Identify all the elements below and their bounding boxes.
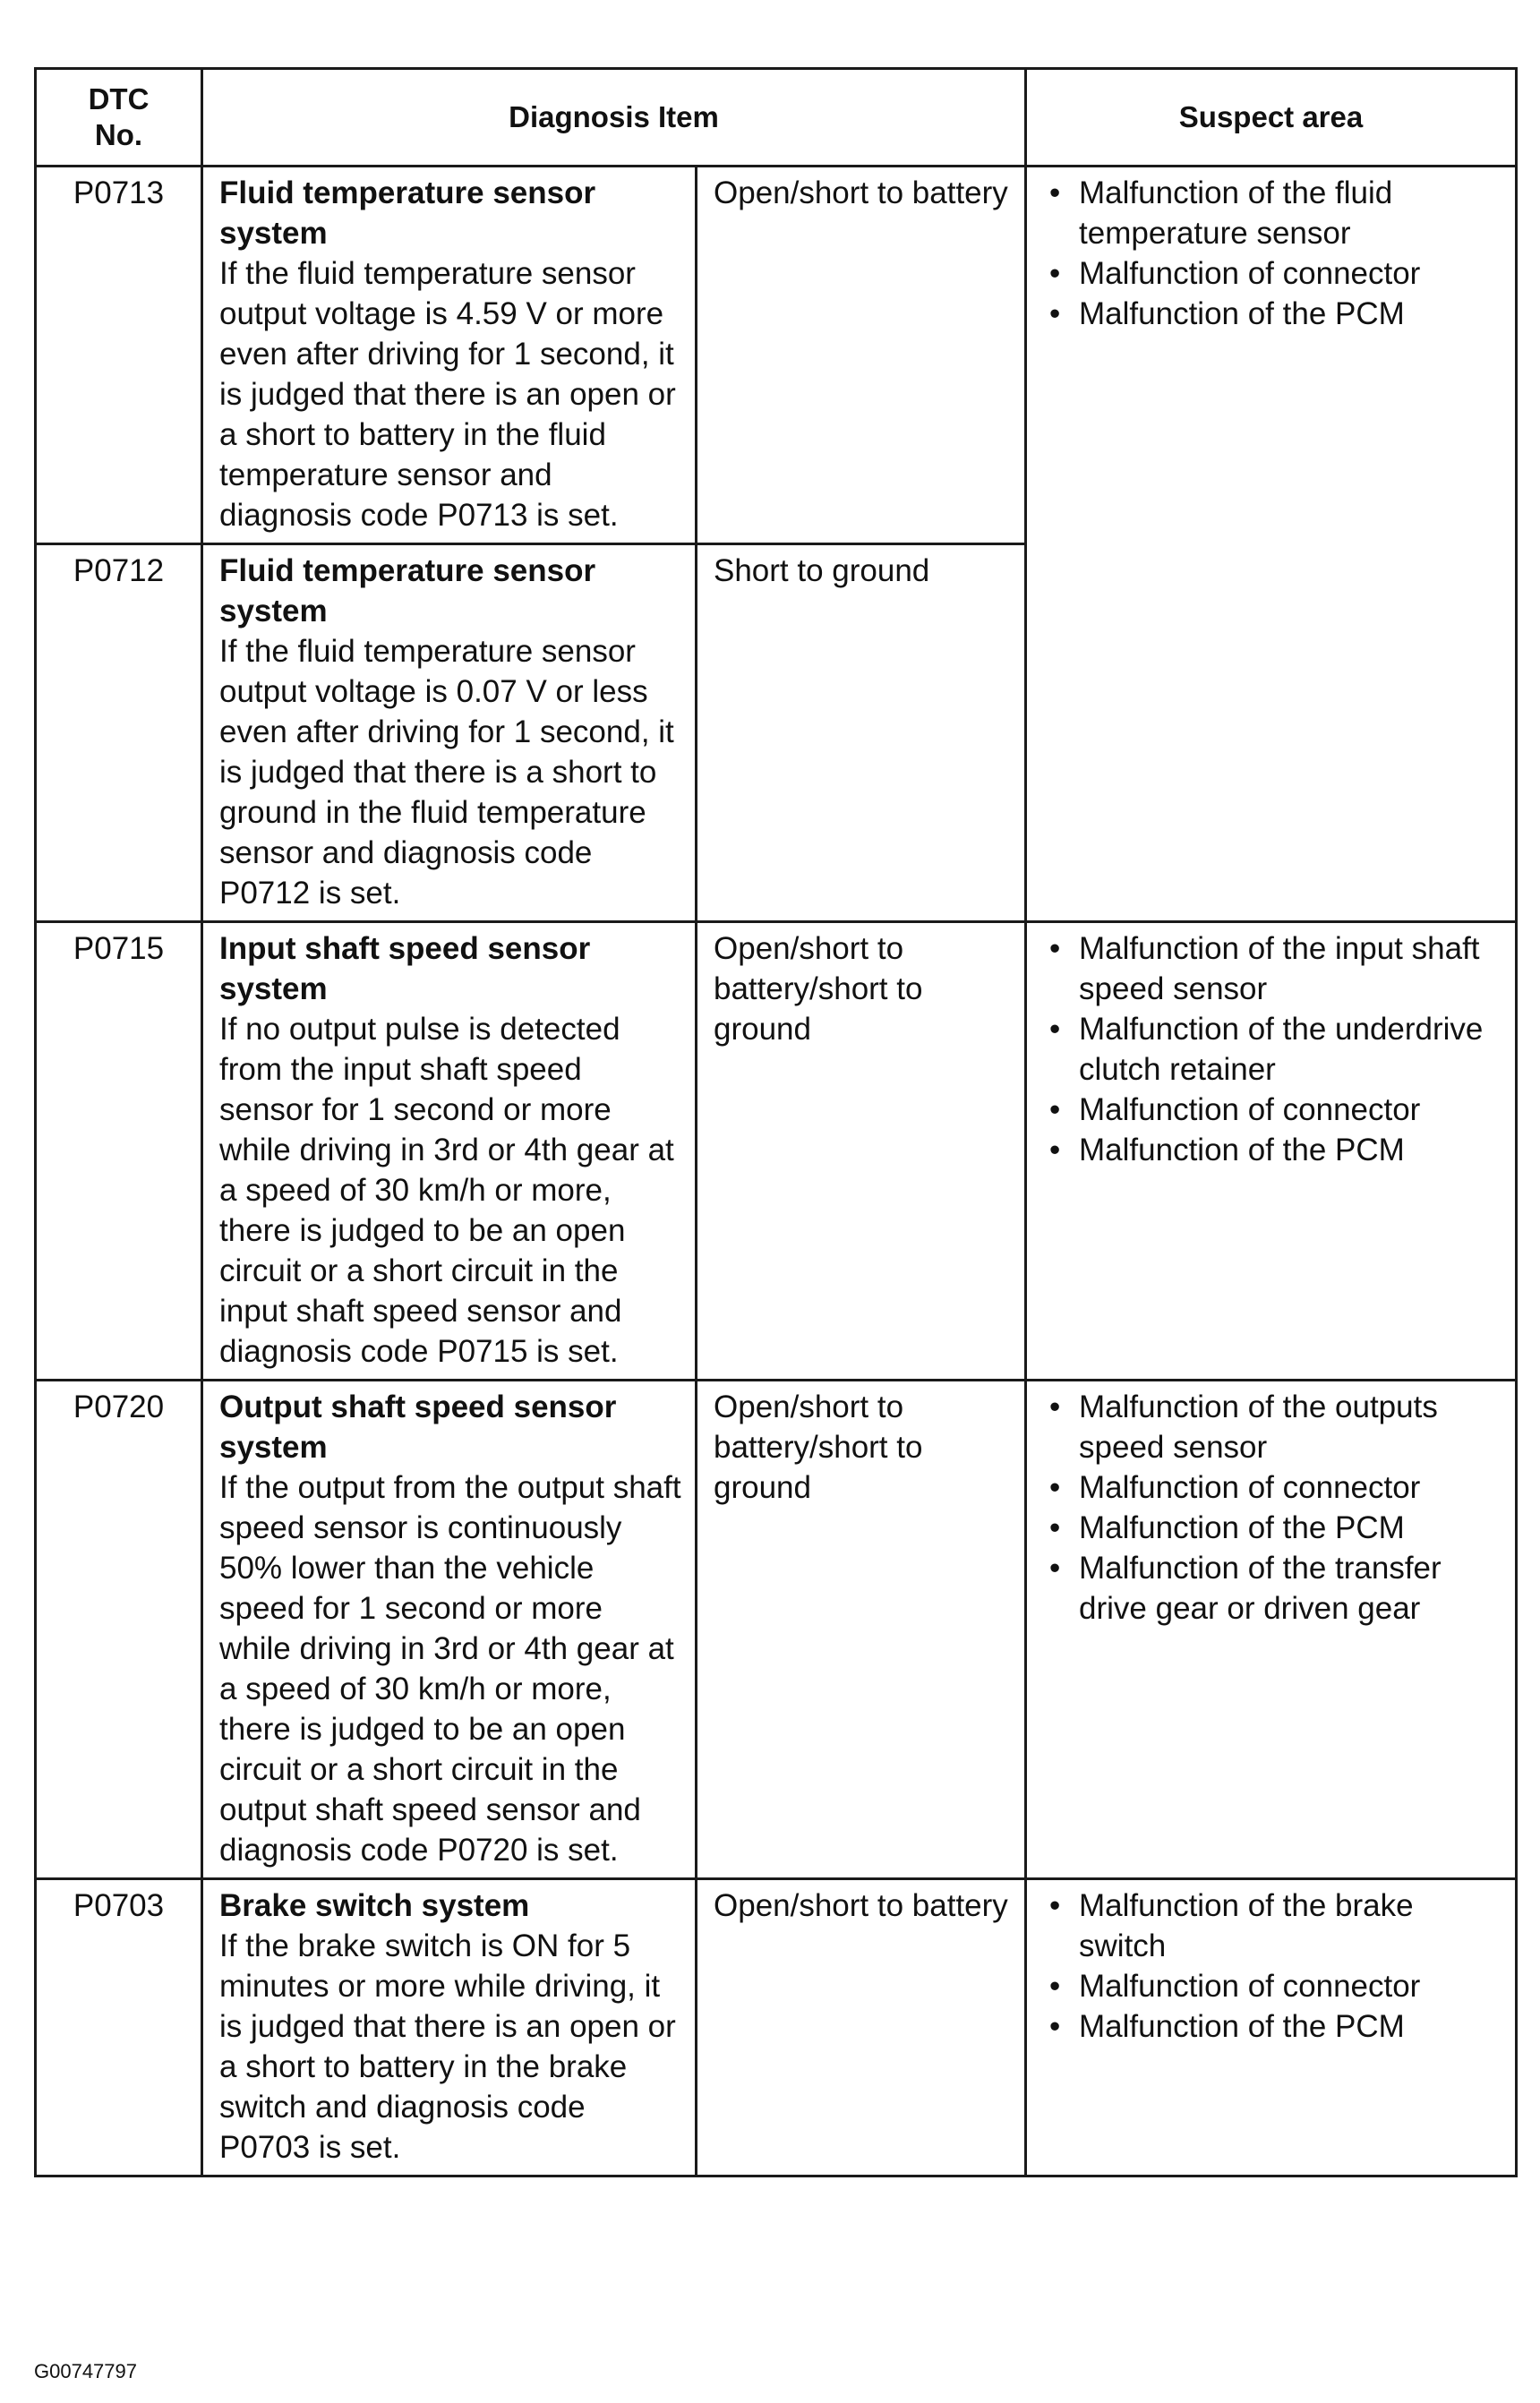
diagnosis-condition: Open/short to battery/short to ground (697, 922, 1026, 1381)
diagnosis-condition: Open/short to battery/short to ground (697, 1381, 1026, 1879)
diagnosis-condition: Short to ground (697, 544, 1026, 922)
diagnosis-item-title: Input shaft speed sensor system (219, 931, 591, 1006)
figure-id: G00747797 (34, 2360, 137, 2382)
dtc-code: P0715 (36, 922, 202, 1381)
diagnosis-item-cell (202, 922, 697, 1381)
dtc-code: P0720 (36, 1381, 202, 1879)
diagnosis-item-description: If the output from the output shaft speed sensor is continuously 50% lower than the vehicle speed for 1 second or more while driving in 3rd or 4th gear at a speed of 30 km/h or more, there is judged to be an open circuit or a short circuit in the output shaft speed sensor and diagnosis code P0720 is set. (219, 1470, 681, 1868)
diagnosis-item-description: If the fluid temperature sensor output voltage is 0.07 V or less even after driving for 1 second, it is judged that there is a short to ground in the fluid temperature sensor and diagnosis code P0712 is set. (219, 634, 674, 911)
diagnosis-item-title: Output shaft speed sensor system (219, 1390, 617, 1465)
diagnosis-item-cell (202, 1381, 697, 1879)
diagnosis-condition: Open/short to battery (697, 1879, 1026, 2176)
table-row (36, 1879, 1517, 2176)
suspect-area-cell (1026, 1381, 1517, 1879)
dtc-code: P0703 (36, 1879, 202, 2176)
suspect-area-item: • Malfunction of connector (1079, 1090, 1502, 1130)
suspect-area-cell (1026, 922, 1517, 1381)
diagnosis-condition: Open/short to battery (697, 167, 1026, 544)
suspect-area-item: • Malfunction of the transfer drive gear or driven gear (1079, 1548, 1502, 1629)
suspect-area-list (1043, 928, 1502, 1170)
table-header (36, 69, 1517, 167)
suspect-area-item: • Malfunction of the outputs speed sensor (1079, 1387, 1502, 1467)
table-row (36, 922, 1517, 1381)
diagnosis-item-title: Brake switch system (219, 1888, 530, 1923)
header-suspect-area: Suspect area (1026, 69, 1517, 167)
diagnosis-item-title: Fluid temperature sensor system (219, 553, 596, 629)
suspect-area-item: • Malfunction of the fluid temperature sensor (1079, 173, 1502, 253)
suspect-area-item: • Malfunction of the underdrive clutch retainer (1079, 1009, 1502, 1090)
header-dtc-no: DTC No. (36, 69, 202, 167)
suspect-area-list (1043, 1387, 1502, 1629)
dtc-code: P0713 (36, 167, 202, 544)
header-row (36, 69, 1517, 167)
suspect-area-item: • Malfunction of the PCM (1079, 1130, 1502, 1170)
suspect-area-item: • Malfunction of the PCM (1079, 1508, 1502, 1548)
dtc-table (34, 67, 1518, 2177)
suspect-area-item: • Malfunction of connector (1079, 1966, 1502, 2006)
suspect-area-item: • Malfunction of the PCM (1079, 2006, 1502, 2047)
diagnosis-item-description: If the brake switch is ON for 5 minutes or more while driving, it is judged that there is an open or a short to battery in the brake switch and diagnosis code P0703 is set. (219, 1928, 676, 2165)
suspect-area-cell (1026, 167, 1517, 922)
table-row (36, 1381, 1517, 1879)
diagnosis-item-description: If the fluid temperature sensor output voltage is 4.59 V or more even after driving for 1 second, it is judged that there is an open or a short to battery in the fluid temperature sensor and diagnosis code P0713 is set. (219, 256, 676, 533)
suspect-area-item: • Malfunction of connector (1079, 253, 1502, 294)
suspect-area-list (1043, 173, 1502, 334)
diagnosis-item-title: Fluid temperature sensor system (219, 175, 596, 251)
suspect-area-item: • Malfunction of the brake switch (1079, 1886, 1502, 1966)
suspect-area-item: • Malfunction of connector (1079, 1467, 1502, 1508)
suspect-area-item: • Malfunction of the input shaft speed sensor (1079, 928, 1502, 1009)
suspect-area-item: • Malfunction of the PCM (1079, 294, 1502, 334)
header-diagnosis-item: Diagnosis Item (202, 69, 1026, 167)
diagnosis-item-cell (202, 167, 697, 544)
table-body (36, 167, 1517, 2176)
dtc-code: P0712 (36, 544, 202, 922)
diagnosis-item-cell (202, 544, 697, 922)
suspect-area-list (1043, 1886, 1502, 2047)
table-row (36, 167, 1517, 544)
suspect-area-cell (1026, 1879, 1517, 2176)
diagnosis-item-description: If no output pulse is detected from the input shaft speed sensor for 1 second or more while driving in 3rd or 4th gear at a speed of 30 km/h or more, there is judged to be an open circuit or a short circuit in the input shaft speed sensor and diagnosis code P0715 is set. (219, 1012, 674, 1369)
diagnosis-item-cell (202, 1879, 697, 2176)
